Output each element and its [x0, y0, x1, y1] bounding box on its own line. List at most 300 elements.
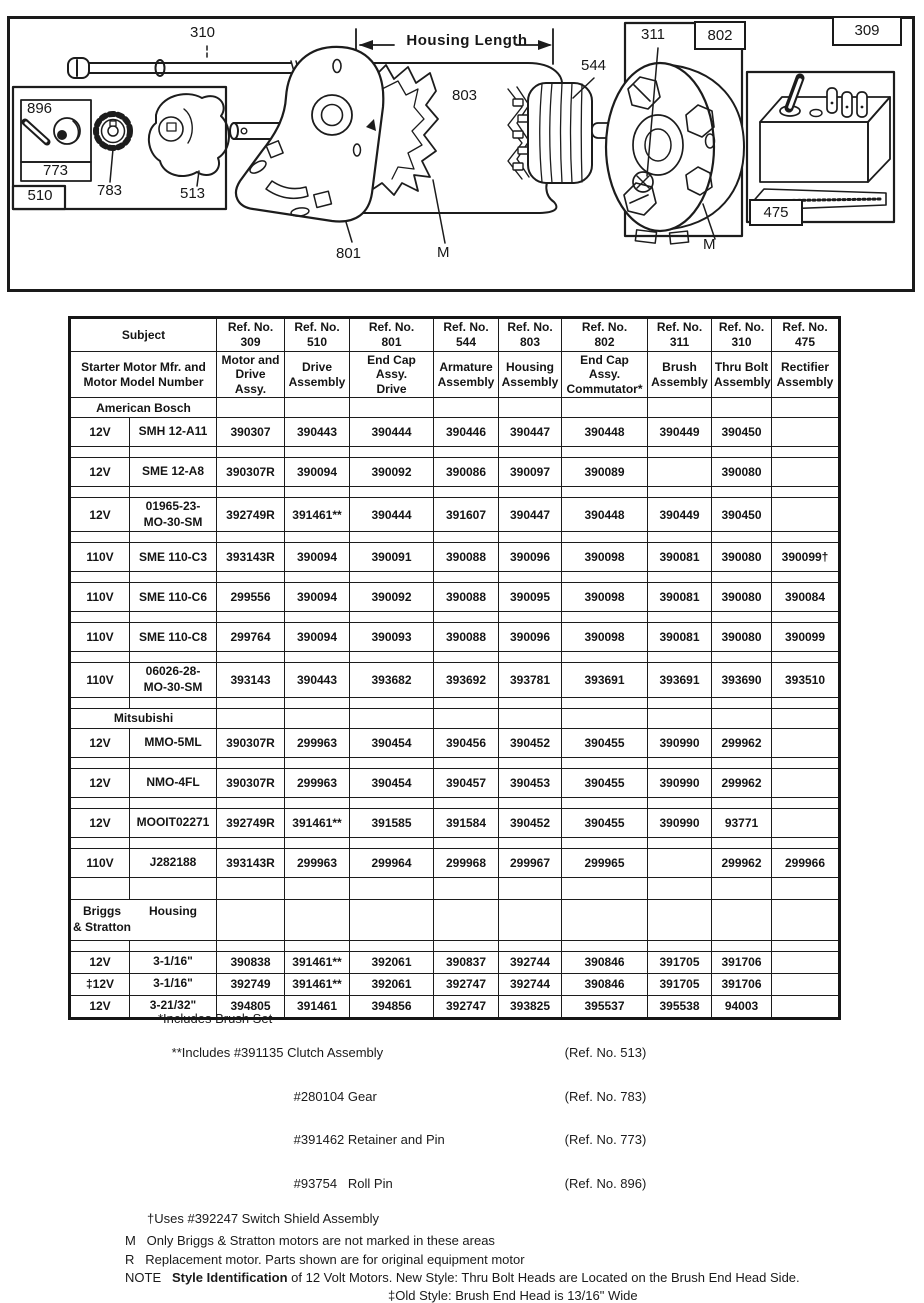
spacer-cell	[70, 612, 130, 623]
callout-475-rectifier-box: 475	[749, 199, 803, 226]
part-number-cell: 390990	[648, 728, 712, 757]
spacer-cell	[648, 532, 712, 543]
part-number-cell: 390094	[285, 583, 350, 612]
spacer-cell	[772, 837, 840, 848]
spacer-cell	[285, 757, 350, 768]
spacer-cell	[648, 652, 712, 663]
spacer-cell	[434, 697, 499, 708]
part-number-cell: 390094	[285, 458, 350, 487]
part-number-cell: 390990	[648, 808, 712, 837]
empty-cell	[499, 708, 562, 728]
voltage-cell: 12V	[70, 951, 130, 973]
part-number-cell: 299966	[772, 848, 840, 877]
voltage-cell: ‡12V	[70, 973, 130, 995]
part-number-cell: 390452	[499, 808, 562, 837]
spacer-cell	[562, 837, 648, 848]
spacer-cell	[712, 837, 772, 848]
spacer-cell	[712, 697, 772, 708]
spacer-cell	[499, 877, 562, 899]
spacer-cell	[648, 797, 712, 808]
subject-subheader: Starter Motor Mfr. and Motor Model Number	[70, 352, 217, 398]
assembly-name-header: Brush Assembly	[648, 352, 712, 398]
part-number-cell	[648, 458, 712, 487]
spacer-cell	[70, 757, 130, 768]
empty-cell	[285, 398, 350, 418]
footnote-style-identification	[125, 1271, 924, 1286]
table-row	[70, 583, 840, 612]
spacer-cell	[772, 940, 840, 951]
spacer-cell	[562, 797, 648, 808]
spacer-cell	[70, 487, 130, 498]
empty-cell	[285, 899, 350, 940]
spacer-row	[70, 697, 840, 708]
footnote-m-mark: M Only Briggs & Stratton motors are not marked in these areas	[125, 1234, 924, 1249]
spacer-cell	[217, 940, 285, 951]
spacer-row	[70, 487, 840, 498]
spacer-cell	[130, 532, 217, 543]
footnote-includes-gear	[272, 1075, 924, 1119]
empty-cell	[562, 398, 648, 418]
spacer-cell	[350, 572, 434, 583]
model-cell: SME 110-C6	[130, 583, 217, 612]
footnote-old-style: ‡Old Style: Brush End Head is 13/16" Wide	[388, 1289, 924, 1303]
part-number-cell	[772, 458, 840, 487]
spacer-cell	[648, 487, 712, 498]
table-row	[70, 418, 840, 447]
section-row	[70, 398, 840, 418]
spacer-cell	[70, 940, 130, 951]
part-number-cell: 390092	[350, 583, 434, 612]
footnote-part-ref: (Ref. No. 513)	[565, 1045, 647, 1060]
empty-cell	[562, 899, 648, 940]
part-number-cell: 393691	[648, 663, 712, 697]
voltage-cell: 12V	[70, 498, 130, 532]
model-cell: SME 110-C8	[130, 623, 217, 652]
part-number-cell: 390444	[350, 418, 434, 447]
part-number-cell: 392744	[499, 951, 562, 973]
ref-label: Ref. No.	[774, 320, 836, 335]
table-row	[70, 973, 840, 995]
assembly-name-header: End Cap Assy. Drive	[350, 352, 434, 398]
spacer-cell	[217, 837, 285, 848]
spacer-row	[70, 652, 840, 663]
ref-label: Ref. No.	[650, 320, 709, 335]
empty-cell	[217, 398, 285, 418]
part-number-cell: 390091	[350, 543, 434, 572]
ref-label: Ref. No.	[714, 320, 769, 335]
table-row	[70, 848, 840, 877]
spacer-row	[70, 877, 840, 899]
spacer-cell	[648, 757, 712, 768]
model-cell: SME 12-A8	[130, 458, 217, 487]
ref-column-header	[772, 318, 840, 352]
housing-column-label: Housing	[149, 904, 197, 920]
ref-number: 803	[501, 335, 559, 350]
empty-cell	[434, 708, 499, 728]
part-number-cell: 392744	[499, 973, 562, 995]
part-number-cell: 391461	[285, 995, 350, 1018]
part-number-cell: 392747	[434, 973, 499, 995]
part-number-cell: 390447	[499, 498, 562, 532]
empty-cell	[648, 899, 712, 940]
assembly-name-header: Housing Assembly	[499, 352, 562, 398]
part-number-cell: 392749R	[217, 498, 285, 532]
part-number-cell: 299962	[712, 768, 772, 797]
spacer-cell	[712, 572, 772, 583]
spacer-cell	[648, 447, 712, 458]
spacer-cell	[130, 940, 217, 951]
ref-column-header	[712, 318, 772, 352]
part-number-cell: 390097	[499, 458, 562, 487]
spacer-cell	[772, 757, 840, 768]
callout-m-right: M	[703, 237, 716, 253]
spacer-cell	[217, 572, 285, 583]
spacer-cell	[499, 797, 562, 808]
part-number-cell: 390095	[499, 583, 562, 612]
voltage-cell: 12V	[70, 418, 130, 447]
table-header-row	[70, 318, 840, 352]
empty-cell	[648, 398, 712, 418]
part-number-cell: 390448	[562, 498, 648, 532]
section-row	[70, 708, 840, 728]
part-number-cell: 390096	[499, 543, 562, 572]
part-number-cell: 390990	[648, 768, 712, 797]
subject-header: Subject	[70, 318, 217, 352]
part-number-cell: 390080	[712, 543, 772, 572]
part-number-cell: 390453	[499, 768, 562, 797]
ref-label: Ref. No.	[436, 320, 496, 335]
callout-309-motor-drive-assy-box: 309	[832, 16, 902, 46]
empty-cell	[350, 899, 434, 940]
table-row	[70, 951, 840, 973]
spacer-cell	[130, 487, 217, 498]
footnote-part-name: #93754 Roll Pin	[294, 1177, 565, 1192]
part-number-cell: 390080	[712, 623, 772, 652]
model-cell: 3-1/16"	[130, 973, 217, 995]
spacer-cell	[499, 487, 562, 498]
parts-diagram	[7, 16, 915, 292]
part-number-cell: 93771	[712, 808, 772, 837]
part-number-cell: 390089	[562, 458, 648, 487]
spacer-cell	[130, 572, 217, 583]
part-number-cell: 390837	[434, 951, 499, 973]
table-row	[70, 808, 840, 837]
spacer-cell	[712, 652, 772, 663]
callout-802-end-cap-commutator-box: 802	[694, 21, 746, 50]
part-number-cell: 390449	[648, 418, 712, 447]
empty-cell	[499, 398, 562, 418]
spacer-cell	[648, 612, 712, 623]
housing-length-dimension-label: Housing Length	[388, 32, 546, 49]
footnote-includes-clutch	[150, 1032, 924, 1076]
voltage-cell: 12V	[70, 995, 130, 1018]
spacer-cell	[70, 572, 130, 583]
spacer-cell	[499, 612, 562, 623]
spacer-cell	[217, 652, 285, 663]
callout-544-armature: 544	[581, 58, 606, 74]
table-subheader-row	[70, 352, 840, 398]
spacer-cell	[712, 487, 772, 498]
spacer-cell	[772, 532, 840, 543]
empty-cell	[712, 708, 772, 728]
part-number-cell: 390449	[648, 498, 712, 532]
spacer-cell	[350, 697, 434, 708]
part-number-cell: 392749R	[217, 808, 285, 837]
part-number-cell: 390081	[648, 583, 712, 612]
part-number-cell: 299963	[285, 848, 350, 877]
spacer-cell	[70, 652, 130, 663]
part-number-cell: 391461**	[285, 808, 350, 837]
empty-cell	[772, 708, 840, 728]
empty-cell	[712, 899, 772, 940]
spacer-cell	[350, 877, 434, 899]
part-number-cell: 391705	[648, 951, 712, 973]
part-number-cell	[772, 973, 840, 995]
spacer-cell	[130, 757, 217, 768]
model-cell: SMH 12-A11	[130, 418, 217, 447]
spacer-cell	[70, 447, 130, 458]
part-number-cell: 299967	[499, 848, 562, 877]
table-row	[70, 458, 840, 487]
table-row	[70, 623, 840, 652]
part-number-cell: 390457	[434, 768, 499, 797]
callout-310-thru-bolt: 310	[190, 25, 215, 41]
manufacturer-section-label: American Bosch	[70, 398, 217, 418]
part-number-cell: 390452	[499, 728, 562, 757]
spacer-cell	[562, 652, 648, 663]
ref-column-header	[434, 318, 499, 352]
part-number-cell: 392749	[217, 973, 285, 995]
part-number-cell: 395537	[562, 995, 648, 1018]
ref-number: 310	[714, 335, 769, 350]
manufacturer-section-label	[70, 899, 217, 940]
spacer-cell	[130, 697, 217, 708]
spacer-cell	[499, 652, 562, 663]
footnote-switch-shield: †Uses #392247 Switch Shield Assembly	[147, 1212, 924, 1227]
model-cell: NMO-4FL	[130, 768, 217, 797]
spacer-cell	[712, 797, 772, 808]
part-number-cell: 390443	[285, 418, 350, 447]
callout-803-housing: 803	[452, 88, 477, 104]
part-number-cell: 394856	[350, 995, 434, 1018]
spacer-cell	[712, 757, 772, 768]
ref-number: 544	[436, 335, 496, 350]
spacer-cell	[70, 877, 130, 899]
spacer-cell	[350, 797, 434, 808]
spacer-cell	[350, 447, 434, 458]
part-number-cell: 390443	[285, 663, 350, 697]
table-row	[70, 498, 840, 532]
callout-513-clutch: 513	[180, 186, 205, 202]
part-number-cell: 392061	[350, 973, 434, 995]
part-number-cell: 299963	[285, 768, 350, 797]
footnotes	[0, 1012, 924, 1303]
part-number-cell: 391706	[712, 951, 772, 973]
part-number-cell: 390084	[772, 583, 840, 612]
spacer-row	[70, 572, 840, 583]
part-number-cell: 94003	[712, 995, 772, 1018]
spacer-cell	[350, 532, 434, 543]
manufacturer-section-label: Mitsubishi	[70, 708, 217, 728]
ref-label: Ref. No.	[501, 320, 559, 335]
spacer-cell	[648, 572, 712, 583]
spacer-cell	[70, 797, 130, 808]
footnote-part-ref: (Ref. No. 773)	[565, 1132, 647, 1147]
voltage-cell: 12V	[70, 728, 130, 757]
section2-row	[70, 899, 840, 940]
spacer-cell	[285, 797, 350, 808]
spacer-cell	[499, 572, 562, 583]
voltage-cell: 110V	[70, 583, 130, 612]
spacer-cell	[217, 447, 285, 458]
table-row	[70, 728, 840, 757]
manufacturer-name: Briggs & Stratton	[73, 904, 131, 935]
spacer-cell	[434, 757, 499, 768]
spacer-cell	[562, 447, 648, 458]
empty-cell	[772, 398, 840, 418]
part-number-cell: 393143R	[217, 848, 285, 877]
part-number-cell: 391705	[648, 973, 712, 995]
assembly-name-header: End Cap Assy. Commutator*	[562, 352, 648, 398]
ref-column-header	[285, 318, 350, 352]
model-cell: 3-21/32"	[130, 995, 217, 1018]
model-cell: 06026-28- MO-30-SM	[130, 663, 217, 697]
note-rest-text: of 12 Volt Motors. New Style: Thru Bolt Heads are Located on the Brush End Head Side.	[288, 1270, 800, 1285]
spacer-cell	[434, 837, 499, 848]
voltage-cell: 110V	[70, 663, 130, 697]
empty-cell	[217, 899, 285, 940]
spacer-cell	[217, 877, 285, 899]
part-number-cell: 391584	[434, 808, 499, 837]
part-number-cell: 390307R	[217, 728, 285, 757]
part-number-cell: 390099†	[772, 543, 840, 572]
callout-896-roll-pin: 896	[27, 101, 52, 117]
spacer-cell	[130, 797, 217, 808]
ref-number: 802	[564, 335, 645, 350]
part-number-cell: 390088	[434, 583, 499, 612]
footnote-part-ref: (Ref. No. 783)	[565, 1089, 647, 1104]
part-number-cell: 391461**	[285, 951, 350, 973]
footnote-part-name: #391462 Retainer and Pin	[294, 1133, 565, 1148]
voltage-cell: 110V	[70, 848, 130, 877]
empty-cell	[434, 398, 499, 418]
empty-cell	[217, 708, 285, 728]
spacer-cell	[434, 797, 499, 808]
voltage-cell: 12V	[70, 458, 130, 487]
ref-number: 309	[219, 335, 282, 350]
part-number-cell: 392747	[434, 995, 499, 1018]
part-number-cell: 393682	[350, 663, 434, 697]
table-row	[70, 663, 840, 697]
part-number-cell: 393143R	[217, 543, 285, 572]
spacer-cell	[772, 652, 840, 663]
callout-773-retainer: 773	[43, 163, 68, 179]
part-number-cell: 393690	[712, 663, 772, 697]
spacer-cell	[772, 447, 840, 458]
spacer-cell	[130, 612, 217, 623]
part-number-cell: 391461**	[285, 498, 350, 532]
spacer-row	[70, 797, 840, 808]
model-cell: J282188	[130, 848, 217, 877]
footnote-includes-retainer	[272, 1119, 924, 1163]
ref-column-header	[350, 318, 434, 352]
part-number-cell: 390094	[285, 543, 350, 572]
spacer-cell	[217, 612, 285, 623]
spacer-cell	[434, 612, 499, 623]
assembly-name-header: Motor and Drive Assy.	[217, 352, 285, 398]
spacer-cell	[217, 532, 285, 543]
voltage-cell: 110V	[70, 543, 130, 572]
spacer-cell	[772, 572, 840, 583]
part-number-cell: 390455	[562, 808, 648, 837]
part-number-cell: 299968	[434, 848, 499, 877]
part-number-cell: 390307R	[217, 458, 285, 487]
part-number-cell: 390092	[350, 458, 434, 487]
spacer-cell	[217, 757, 285, 768]
spacer-cell	[285, 837, 350, 848]
spacer-cell	[562, 940, 648, 951]
spacer-cell	[499, 757, 562, 768]
spacer-cell	[285, 697, 350, 708]
parts-table	[68, 316, 841, 1020]
part-number-cell	[772, 951, 840, 973]
empty-cell	[648, 708, 712, 728]
spacer-cell	[350, 652, 434, 663]
callout-311-brush: 311	[641, 27, 665, 43]
ref-label: Ref. No.	[219, 320, 282, 335]
spacer-cell	[712, 612, 772, 623]
part-number-cell: 390838	[217, 951, 285, 973]
ref-number: 801	[352, 335, 431, 350]
spacer-cell	[70, 697, 130, 708]
spacer-row	[70, 532, 840, 543]
part-number-cell: 391461**	[285, 973, 350, 995]
part-number-cell: 393143	[217, 663, 285, 697]
part-number-cell: 390846	[562, 951, 648, 973]
spacer-cell	[562, 532, 648, 543]
part-number-cell: 390455	[562, 768, 648, 797]
model-cell: 01965-23- MO-30-SM	[130, 498, 217, 532]
part-number-cell: 391585	[350, 808, 434, 837]
part-number-cell	[772, 728, 840, 757]
spacer-cell	[70, 837, 130, 848]
footnote-brush-set: *Includes Brush Set	[158, 1012, 924, 1027]
part-number-cell: 390846	[562, 973, 648, 995]
spacer-cell	[217, 797, 285, 808]
spacer-cell	[712, 940, 772, 951]
spacer-cell	[217, 697, 285, 708]
spacer-cell	[434, 532, 499, 543]
part-number-cell	[772, 418, 840, 447]
spacer-cell	[285, 572, 350, 583]
spacer-cell	[434, 487, 499, 498]
part-number-cell: 395538	[648, 995, 712, 1018]
spacer-row	[70, 940, 840, 951]
spacer-cell	[499, 447, 562, 458]
spacer-cell	[285, 487, 350, 498]
spacer-cell	[350, 940, 434, 951]
empty-cell	[434, 899, 499, 940]
ref-number: 475	[774, 335, 836, 350]
part-number-cell: 390456	[434, 728, 499, 757]
part-number-cell	[772, 768, 840, 797]
spacer-cell	[434, 652, 499, 663]
part-number-cell: 390088	[434, 623, 499, 652]
model-cell: 3-1/16"	[130, 951, 217, 973]
part-number-cell: 390081	[648, 623, 712, 652]
spacer-cell	[562, 757, 648, 768]
part-number-cell: 390081	[648, 543, 712, 572]
